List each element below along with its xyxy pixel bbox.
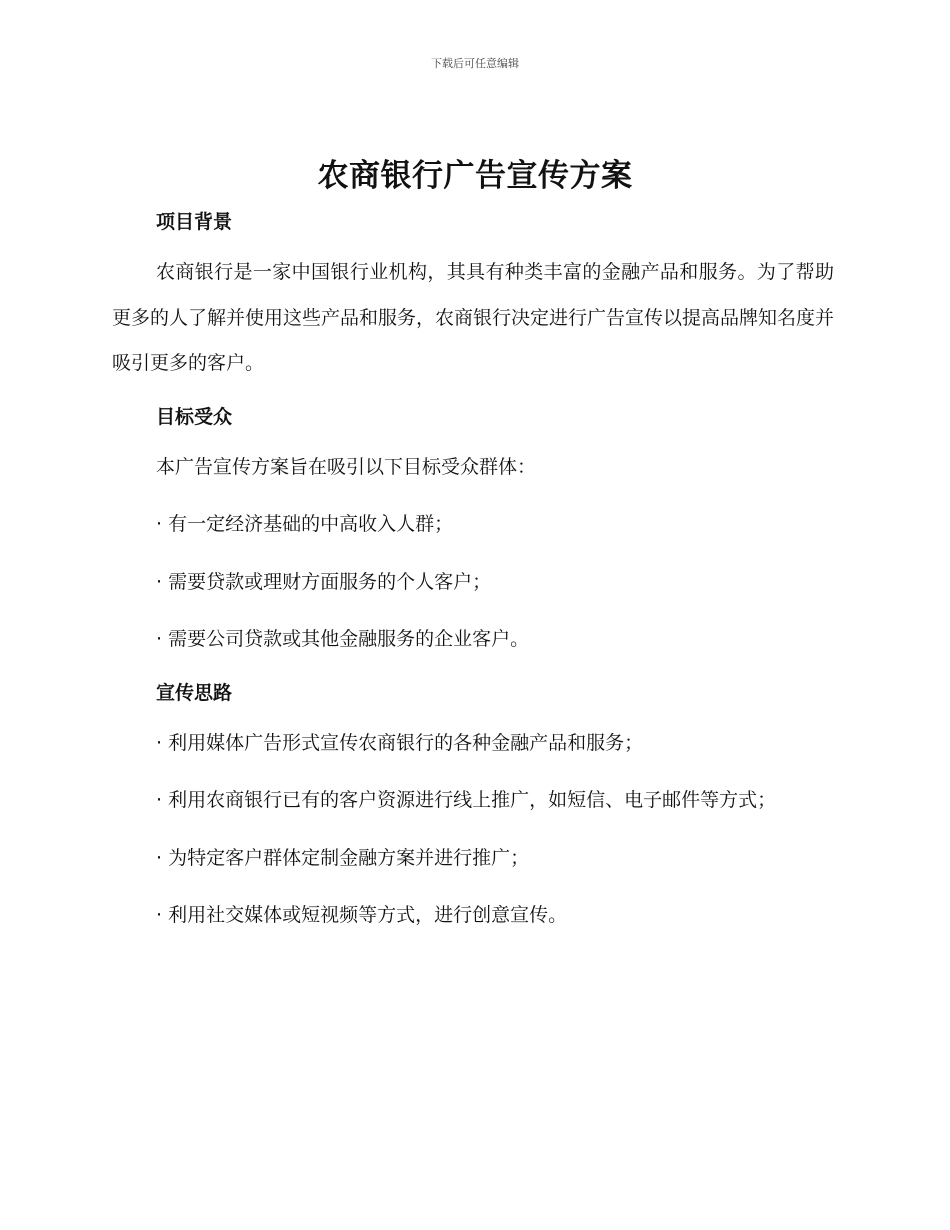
section-target-audience bbox=[112, 399, 834, 663]
list-item: · 有一定经济基础的中高收入人群； bbox=[156, 513, 454, 535]
document-title: 农商银行广告宣传方案 bbox=[317, 158, 633, 194]
header-note: 下载后可任意编辑 bbox=[431, 57, 519, 70]
list-item: · 为特定客户群体定制金融方案并进行推广； bbox=[156, 846, 530, 869]
section-background bbox=[112, 204, 834, 387]
section-heading: 目标受众 bbox=[156, 405, 233, 428]
list-item: · 利用农商银行已有的客户资源进行线上推广，如短信、电子邮件等方式； bbox=[156, 789, 777, 811]
list-item: · 利用社交媒体或短视频等方式，进行创意宣传。 bbox=[156, 904, 568, 926]
list-item: · 需要贷款或理财方面服务的个人客户； bbox=[156, 570, 492, 593]
section-promotion-ideas bbox=[112, 675, 834, 939]
paragraph: 农商银行是一家中国银行业机构，其具有种类丰富的金融产品和服务。为了帮助更多的人了解并使用这些产品和服务，农商银行决定进行广告宣传以提高品牌知名度并吸引更多的客户。 bbox=[112, 261, 835, 374]
section-heading: 项目背景 bbox=[156, 211, 233, 233]
list-item: · 需要公司贷款或其他金融服务的企业客户。 bbox=[156, 628, 530, 650]
list-item: · 利用媒体广告形式宣传农商银行的各种金融产品和服务； bbox=[156, 731, 644, 754]
document-body bbox=[112, 204, 834, 951]
section-heading: 宣传思路 bbox=[156, 681, 233, 704]
paragraph: 本广告宣传方案旨在吸引以下目标受众群体： bbox=[156, 455, 537, 478]
